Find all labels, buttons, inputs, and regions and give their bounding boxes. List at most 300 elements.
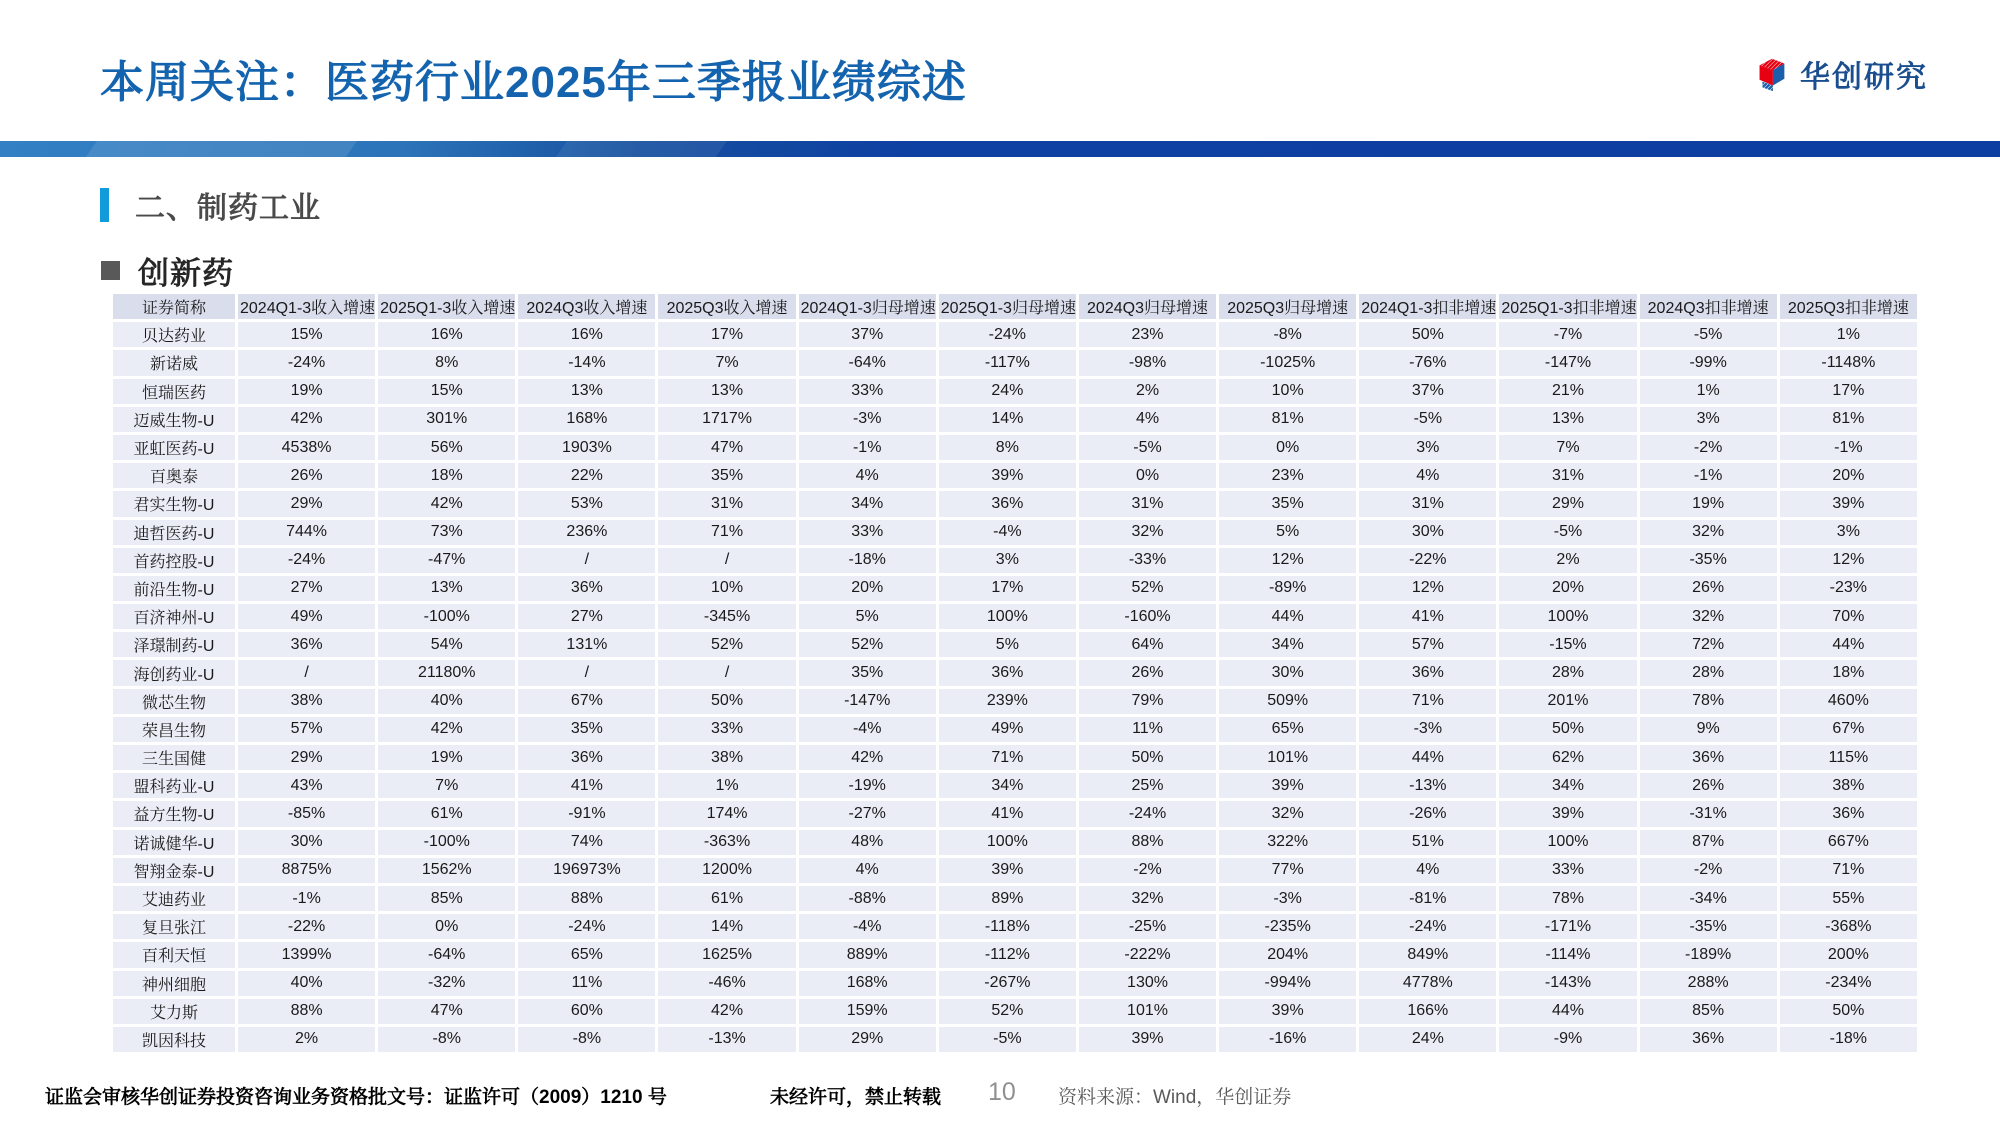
value-cell: 322% xyxy=(1219,830,1356,855)
column-header: 2024Q3收入增速 xyxy=(518,294,655,319)
value-cell: 849% xyxy=(1359,942,1496,967)
value-cell: -267% xyxy=(939,971,1076,996)
value-cell: 50% xyxy=(1780,999,1917,1024)
value-cell: 21180% xyxy=(378,660,515,685)
column-header: 2025Q1-3归母增速 xyxy=(939,294,1076,319)
value-cell: 36% xyxy=(518,745,655,770)
value-cell: 8% xyxy=(378,350,515,375)
value-cell: 115% xyxy=(1780,745,1917,770)
value-cell: -5% xyxy=(1359,407,1496,432)
value-cell: 67% xyxy=(518,689,655,714)
value-cell: 39% xyxy=(1079,1027,1216,1052)
value-cell: -13% xyxy=(1359,773,1496,798)
column-header: 2025Q3收入增速 xyxy=(658,294,795,319)
value-cell: 201% xyxy=(1499,689,1636,714)
table-row xyxy=(113,773,1917,798)
value-cell: 32% xyxy=(1219,801,1356,826)
value-cell: 34% xyxy=(1499,773,1636,798)
value-cell: 15% xyxy=(378,379,515,404)
value-cell: 1% xyxy=(658,773,795,798)
value-cell: 88% xyxy=(1079,830,1216,855)
stock-name-cell: 迪哲医药-U xyxy=(113,520,235,545)
value-cell: 3% xyxy=(939,548,1076,573)
value-cell: 26% xyxy=(1640,576,1777,601)
value-cell: 77% xyxy=(1219,858,1356,883)
value-cell: 49% xyxy=(939,717,1076,742)
value-cell: -89% xyxy=(1219,576,1356,601)
value-cell: 38% xyxy=(1780,773,1917,798)
value-cell: 65% xyxy=(518,942,655,967)
value-cell: 204% xyxy=(1219,942,1356,967)
value-cell: 8% xyxy=(939,435,1076,460)
value-cell: 39% xyxy=(1499,801,1636,826)
table-row xyxy=(113,463,1917,488)
table-row xyxy=(113,745,1917,770)
value-cell: -235% xyxy=(1219,914,1356,939)
value-cell: 32% xyxy=(1640,520,1777,545)
value-cell: -24% xyxy=(1359,914,1496,939)
table-row xyxy=(113,942,1917,967)
value-cell: -25% xyxy=(1079,914,1216,939)
value-cell: 35% xyxy=(799,660,936,685)
value-cell: 1717% xyxy=(658,407,795,432)
value-cell: 100% xyxy=(1499,830,1636,855)
value-cell: 51% xyxy=(1359,830,1496,855)
value-cell: 25% xyxy=(1079,773,1216,798)
value-cell: 88% xyxy=(238,999,375,1024)
value-cell: 22% xyxy=(518,463,655,488)
value-cell: -368% xyxy=(1780,914,1917,939)
value-cell: 52% xyxy=(658,632,795,657)
table-row xyxy=(113,1027,1917,1052)
value-cell: 50% xyxy=(1079,745,1216,770)
value-cell: 19% xyxy=(1640,491,1777,516)
value-cell: 44% xyxy=(1359,745,1496,770)
value-cell: 36% xyxy=(939,491,1076,516)
value-cell: -4% xyxy=(799,914,936,939)
value-cell: -147% xyxy=(799,689,936,714)
value-cell: -2% xyxy=(1640,858,1777,883)
value-cell: -1% xyxy=(799,435,936,460)
value-cell: -5% xyxy=(939,1027,1076,1052)
value-cell: -1148% xyxy=(1780,350,1917,375)
value-cell: 85% xyxy=(1640,999,1777,1024)
value-cell: 101% xyxy=(1079,999,1216,1024)
column-header: 2024Q1-3归母增速 xyxy=(799,294,936,319)
value-cell: -112% xyxy=(939,942,1076,967)
column-header: 证券简称 xyxy=(113,294,235,319)
value-cell: -7% xyxy=(1499,322,1636,347)
value-cell: 78% xyxy=(1640,689,1777,714)
value-cell: 81% xyxy=(1219,407,1356,432)
value-cell: 12% xyxy=(1780,548,1917,573)
value-cell: 17% xyxy=(1780,379,1917,404)
table-row xyxy=(113,830,1917,855)
value-cell: 9% xyxy=(1640,717,1777,742)
value-cell: 71% xyxy=(1780,858,1917,883)
value-cell: 1625% xyxy=(658,942,795,967)
value-cell: 39% xyxy=(939,858,1076,883)
value-cell: 12% xyxy=(1219,548,1356,573)
value-cell: 34% xyxy=(1219,632,1356,657)
value-cell: 16% xyxy=(518,322,655,347)
subsection-title: 创新药 xyxy=(138,256,234,291)
stock-name-cell: 海创药业-U xyxy=(113,660,235,685)
value-cell: -994% xyxy=(1219,971,1356,996)
value-cell: 36% xyxy=(1780,801,1917,826)
value-cell: 18% xyxy=(378,463,515,488)
value-cell: 44% xyxy=(1780,632,1917,657)
value-cell: 4538% xyxy=(238,435,375,460)
value-cell: 57% xyxy=(1359,632,1496,657)
section-accent-bar-icon xyxy=(100,188,109,222)
value-cell: -26% xyxy=(1359,801,1496,826)
value-cell: 20% xyxy=(799,576,936,601)
value-cell: -22% xyxy=(1359,548,1496,573)
value-cell: 35% xyxy=(1219,491,1356,516)
value-cell: -3% xyxy=(1219,886,1356,911)
table-row xyxy=(113,407,1917,432)
value-cell: 20% xyxy=(1499,576,1636,601)
value-cell: 31% xyxy=(1079,491,1216,516)
value-cell: 1% xyxy=(1640,379,1777,404)
stock-name-cell: 益方生物-U xyxy=(113,801,235,826)
value-cell: -8% xyxy=(1219,322,1356,347)
value-cell: 55% xyxy=(1780,886,1917,911)
value-cell: 17% xyxy=(658,322,795,347)
value-cell: 13% xyxy=(378,576,515,601)
value-cell: 14% xyxy=(939,407,1076,432)
value-cell: 744% xyxy=(238,520,375,545)
value-cell: 30% xyxy=(1219,660,1356,685)
table-row xyxy=(113,491,1917,516)
value-cell: 50% xyxy=(1499,717,1636,742)
value-cell: 52% xyxy=(1079,576,1216,601)
value-cell: 26% xyxy=(1640,773,1777,798)
value-cell: 20% xyxy=(1780,463,1917,488)
value-cell: 64% xyxy=(1079,632,1216,657)
value-cell: 47% xyxy=(378,999,515,1024)
stock-name-cell: 凯因科技 xyxy=(113,1027,235,1052)
value-cell: 36% xyxy=(238,632,375,657)
stock-name-cell: 泽璟制药-U xyxy=(113,632,235,657)
value-cell: 168% xyxy=(518,407,655,432)
column-header: 2025Q3扣非增速 xyxy=(1780,294,1917,319)
value-cell: 39% xyxy=(939,463,1076,488)
value-cell: -24% xyxy=(518,914,655,939)
value-cell: -98% xyxy=(1079,350,1216,375)
value-cell: -4% xyxy=(799,717,936,742)
table-row xyxy=(113,322,1917,347)
column-header: 2024Q3扣非增速 xyxy=(1640,294,1777,319)
value-cell: 19% xyxy=(238,379,375,404)
value-cell: -234% xyxy=(1780,971,1917,996)
value-cell: 166% xyxy=(1359,999,1496,1024)
value-cell: 174% xyxy=(658,801,795,826)
value-cell: 30% xyxy=(1359,520,1496,545)
earnings-table xyxy=(110,291,1920,1055)
value-cell: 43% xyxy=(238,773,375,798)
value-cell: 1562% xyxy=(378,858,515,883)
value-cell: 49% xyxy=(238,604,375,629)
value-cell: 13% xyxy=(518,379,655,404)
value-cell: 31% xyxy=(1359,491,1496,516)
value-cell: 28% xyxy=(1499,660,1636,685)
value-cell: 29% xyxy=(1499,491,1636,516)
value-cell: -35% xyxy=(1640,914,1777,939)
column-header: 2024Q3归母增速 xyxy=(1079,294,1216,319)
table-row xyxy=(113,971,1917,996)
value-cell: 29% xyxy=(238,491,375,516)
value-cell: -2% xyxy=(1640,435,1777,460)
value-cell: 78% xyxy=(1499,886,1636,911)
value-cell: 460% xyxy=(1780,689,1917,714)
value-cell: 33% xyxy=(1499,858,1636,883)
value-cell: -88% xyxy=(799,886,936,911)
value-cell: 101% xyxy=(1219,745,1356,770)
stock-name-cell: 首药控股-U xyxy=(113,548,235,573)
page-number: 10 xyxy=(988,1078,1016,1106)
band-facet xyxy=(546,141,734,157)
value-cell: -23% xyxy=(1780,576,1917,601)
value-cell: 71% xyxy=(939,745,1076,770)
value-cell: 1200% xyxy=(658,858,795,883)
value-cell: 53% xyxy=(518,491,655,516)
footer-license-text: 证监会审核华创证券投资咨询业务资格批文号：证监许可（2009）1210 号 xyxy=(45,1087,667,1108)
value-cell: 13% xyxy=(1499,407,1636,432)
value-cell: -3% xyxy=(799,407,936,432)
column-header: 2025Q1-3扣非增速 xyxy=(1499,294,1636,319)
value-cell: -13% xyxy=(658,1027,795,1052)
value-cell: 11% xyxy=(518,971,655,996)
value-cell: -15% xyxy=(1499,632,1636,657)
value-cell: / xyxy=(658,548,795,573)
value-cell: -5% xyxy=(1640,322,1777,347)
value-cell: -32% xyxy=(378,971,515,996)
value-cell: 52% xyxy=(799,632,936,657)
value-cell: 72% xyxy=(1640,632,1777,657)
value-cell: 32% xyxy=(1079,886,1216,911)
stock-name-cell: 智翔金泰-U xyxy=(113,858,235,883)
column-header: 2024Q1-3扣非增速 xyxy=(1359,294,1496,319)
value-cell: 19% xyxy=(378,745,515,770)
value-cell: 5% xyxy=(799,604,936,629)
value-cell: 48% xyxy=(799,830,936,855)
table-row xyxy=(113,914,1917,939)
value-cell: 40% xyxy=(378,689,515,714)
value-cell: 27% xyxy=(238,576,375,601)
value-cell: 239% xyxy=(939,689,1076,714)
value-cell: 88% xyxy=(518,886,655,911)
value-cell: -27% xyxy=(799,801,936,826)
value-cell: -160% xyxy=(1079,604,1216,629)
value-cell: 65% xyxy=(1219,717,1356,742)
value-cell: 16% xyxy=(378,322,515,347)
value-cell: / xyxy=(658,660,795,685)
stock-name-cell: 新诺威 xyxy=(113,350,235,375)
value-cell: 21% xyxy=(1499,379,1636,404)
value-cell: 37% xyxy=(799,322,936,347)
value-cell: -1025% xyxy=(1219,350,1356,375)
value-cell: 2% xyxy=(1499,548,1636,573)
value-cell: 236% xyxy=(518,520,655,545)
value-cell: 288% xyxy=(1640,971,1777,996)
value-cell: 39% xyxy=(1219,773,1356,798)
value-cell: 4% xyxy=(1359,463,1496,488)
brand-logo-text: 华创研究 xyxy=(1800,61,1928,94)
value-cell: -1% xyxy=(1780,435,1917,460)
value-cell: 28% xyxy=(1640,660,1777,685)
value-cell: 36% xyxy=(1640,1027,1777,1052)
value-cell: -31% xyxy=(1640,801,1777,826)
stock-name-cell: 前沿生物-U xyxy=(113,576,235,601)
value-cell: 70% xyxy=(1780,604,1917,629)
value-cell: -5% xyxy=(1499,520,1636,545)
table-row xyxy=(113,886,1917,911)
stock-name-cell: 神州细胞 xyxy=(113,971,235,996)
value-cell: -143% xyxy=(1499,971,1636,996)
value-cell: 34% xyxy=(799,491,936,516)
value-cell: 47% xyxy=(658,435,795,460)
value-cell: 42% xyxy=(658,999,795,1024)
value-cell: 3% xyxy=(1640,407,1777,432)
value-cell: 42% xyxy=(378,491,515,516)
stock-name-cell: 百利天恒 xyxy=(113,942,235,967)
value-cell: -189% xyxy=(1640,942,1777,967)
value-cell: 8875% xyxy=(238,858,375,883)
value-cell: 41% xyxy=(1359,604,1496,629)
value-cell: 60% xyxy=(518,999,655,1024)
value-cell: 0% xyxy=(1219,435,1356,460)
value-cell: 29% xyxy=(799,1027,936,1052)
value-cell: 23% xyxy=(1079,322,1216,347)
value-cell: 36% xyxy=(939,660,1076,685)
value-cell: 39% xyxy=(1780,491,1917,516)
value-cell: -8% xyxy=(518,1027,655,1052)
stock-name-cell: 三生国健 xyxy=(113,745,235,770)
value-cell: 301% xyxy=(378,407,515,432)
value-cell: -1% xyxy=(238,886,375,911)
brand-logo xyxy=(1750,52,1928,96)
table-row xyxy=(113,717,1917,742)
stock-name-cell: 贝达药业 xyxy=(113,322,235,347)
value-cell: 42% xyxy=(238,407,375,432)
stock-name-cell: 迈威生物-U xyxy=(113,407,235,432)
value-cell: 2% xyxy=(1079,379,1216,404)
value-cell: 11% xyxy=(1079,717,1216,742)
value-cell: 33% xyxy=(799,379,936,404)
value-cell: 32% xyxy=(1079,520,1216,545)
table-row xyxy=(113,548,1917,573)
stock-name-cell: 亚虹医药-U xyxy=(113,435,235,460)
value-cell: 3% xyxy=(1780,520,1917,545)
value-cell: 15% xyxy=(238,322,375,347)
value-cell: 7% xyxy=(1499,435,1636,460)
table-row xyxy=(113,689,1917,714)
table-row xyxy=(113,604,1917,629)
value-cell: -24% xyxy=(238,350,375,375)
value-cell: 3% xyxy=(1359,435,1496,460)
value-cell: -5% xyxy=(1079,435,1216,460)
value-cell: -117% xyxy=(939,350,1076,375)
value-cell: -91% xyxy=(518,801,655,826)
value-cell: 509% xyxy=(1219,689,1356,714)
square-bullet-icon xyxy=(101,261,120,280)
value-cell: 196973% xyxy=(518,858,655,883)
value-cell: 44% xyxy=(1219,604,1356,629)
value-cell: 100% xyxy=(939,830,1076,855)
value-cell: 34% xyxy=(939,773,1076,798)
value-cell: 130% xyxy=(1079,971,1216,996)
value-cell: -16% xyxy=(1219,1027,1356,1052)
value-cell: 89% xyxy=(939,886,1076,911)
stock-name-cell: 诺诚健华-U xyxy=(113,830,235,855)
value-cell: 2% xyxy=(238,1027,375,1052)
value-cell: -8% xyxy=(378,1027,515,1052)
table-row xyxy=(113,660,1917,685)
value-cell: / xyxy=(518,548,655,573)
table-row xyxy=(113,632,1917,657)
stock-name-cell: 君实生物-U xyxy=(113,491,235,516)
value-cell: -114% xyxy=(1499,942,1636,967)
value-cell: 30% xyxy=(238,830,375,855)
value-cell: / xyxy=(238,660,375,685)
value-cell: 1903% xyxy=(518,435,655,460)
value-cell: -35% xyxy=(1640,548,1777,573)
stock-name-cell: 荣昌生物 xyxy=(113,717,235,742)
value-cell: -9% xyxy=(1499,1027,1636,1052)
value-cell: 57% xyxy=(238,717,375,742)
value-cell: 14% xyxy=(658,914,795,939)
value-cell: 37% xyxy=(1359,379,1496,404)
value-cell: 4% xyxy=(1079,407,1216,432)
stock-name-cell: 微芯生物 xyxy=(113,689,235,714)
value-cell: -64% xyxy=(799,350,936,375)
value-cell: 5% xyxy=(1219,520,1356,545)
value-cell: 10% xyxy=(658,576,795,601)
value-cell: 56% xyxy=(378,435,515,460)
value-cell: -24% xyxy=(238,548,375,573)
value-cell: 71% xyxy=(658,520,795,545)
value-cell: -24% xyxy=(939,322,1076,347)
value-cell: -345% xyxy=(658,604,795,629)
value-cell: -18% xyxy=(799,548,936,573)
value-cell: 159% xyxy=(799,999,936,1024)
value-cell: -99% xyxy=(1640,350,1777,375)
value-cell: 81% xyxy=(1780,407,1917,432)
value-cell: -118% xyxy=(939,914,1076,939)
value-cell: / xyxy=(518,660,655,685)
value-cell: 18% xyxy=(1780,660,1917,685)
cube-logo-icon xyxy=(1750,53,1792,95)
subsection-heading xyxy=(101,248,234,293)
value-cell: 31% xyxy=(658,491,795,516)
value-cell: 4778% xyxy=(1359,971,1496,996)
value-cell: 42% xyxy=(799,745,936,770)
value-cell: -3% xyxy=(1359,717,1496,742)
value-cell: 0% xyxy=(1079,463,1216,488)
value-cell: 1% xyxy=(1780,322,1917,347)
value-cell: 32% xyxy=(1640,604,1777,629)
stock-name-cell: 艾迪药业 xyxy=(113,886,235,911)
value-cell: 36% xyxy=(1359,660,1496,685)
value-cell: 100% xyxy=(1499,604,1636,629)
value-cell: -2% xyxy=(1079,858,1216,883)
value-cell: 54% xyxy=(378,632,515,657)
value-cell: 33% xyxy=(658,717,795,742)
value-cell: 4% xyxy=(799,858,936,883)
value-cell: 0% xyxy=(378,914,515,939)
